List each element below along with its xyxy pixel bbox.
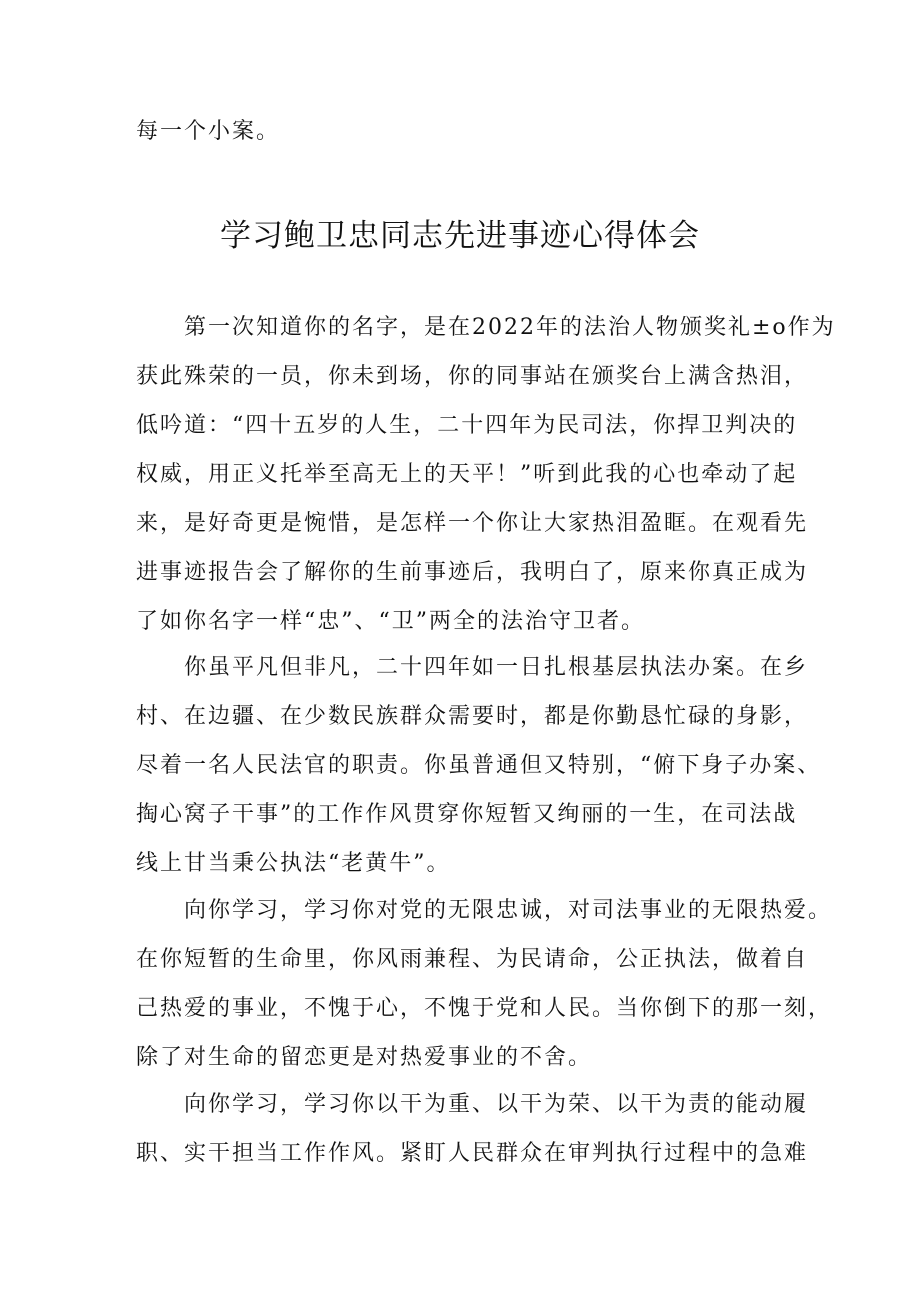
paragraph-1	[136, 303, 836, 646]
paragraph-line: 己热爱的事业，不愧于心，不愧于党和人民。当你倒下的那一刻，	[136, 996, 833, 1021]
paragraph-line: 获此殊荣的一员，你未到场，你的同事站在颁奖台上满含热泪，	[136, 364, 809, 389]
carryover-line: 每一个小案。	[136, 119, 281, 144]
paragraph-line: 来，是好奇更是惋惜，是怎样一个你让大家热泪盈眶。在观看先	[136, 511, 809, 536]
paragraph-4	[136, 1080, 809, 1178]
paragraph-line: 权威，用正义托举至高无上的天平！”听到此我的心也牵动了起	[136, 462, 798, 487]
paragraph-line: 尽着一名人民法官的职责。你虽普通但又特别，“俯下身子办案、	[136, 753, 822, 778]
document-title: 学习鲍卫忠同志先进事迹心得体会	[220, 218, 700, 254]
paragraph-line: 线上甘当秉公执法“老黄牛”。	[136, 851, 451, 876]
paragraph-line: 向你学习，学习你以干为重、以干为荣、以干为责的能动履	[184, 1092, 809, 1117]
paragraph-line: 村、在边疆、在少数民族群众需要时，都是你勤恳忙碌的身影，	[136, 704, 809, 729]
paragraph-line: 除了对生命的留恋更是对热爱事业的不舍。	[136, 1045, 593, 1070]
paragraph-line: 向你学习，学习你对党的无限忠诚，对司法事业的无限热爱。	[184, 898, 833, 923]
paragraph-line: 了如你名字一样“忠”、“卫”两全的法治守卫者。	[136, 609, 645, 634]
paragraph-line: 低吟道：“四十五岁的人生，二十四年为民司法，你捍卫判决的	[136, 413, 798, 438]
paragraph-line: 掏心窝子干事”的工作作风贯穿你短暂又绚丽的一生，在司法战	[136, 802, 798, 827]
paragraph-line: 职、实干担当工作作风。紧盯人民群众在审判执行过程中的急难	[136, 1141, 809, 1166]
paragraph-line: 在你短暂的生命里，你风雨兼程、为民请命，公正执法，做着自	[136, 947, 809, 972]
paragraph-line: 进事迹报告会了解你的生前事迹后，我明白了，原来你真正成为	[136, 560, 809, 585]
paragraph-line: 你虽平凡但非凡，二十四年如一日扎根基层执法办案。在乡	[184, 655, 809, 680]
paragraph-3	[136, 886, 833, 1082]
paragraph-line: 第一次知道你的名字，是在2022年的法治人物颁奖礼±o作为	[184, 315, 836, 340]
paragraph-2	[136, 643, 822, 888]
